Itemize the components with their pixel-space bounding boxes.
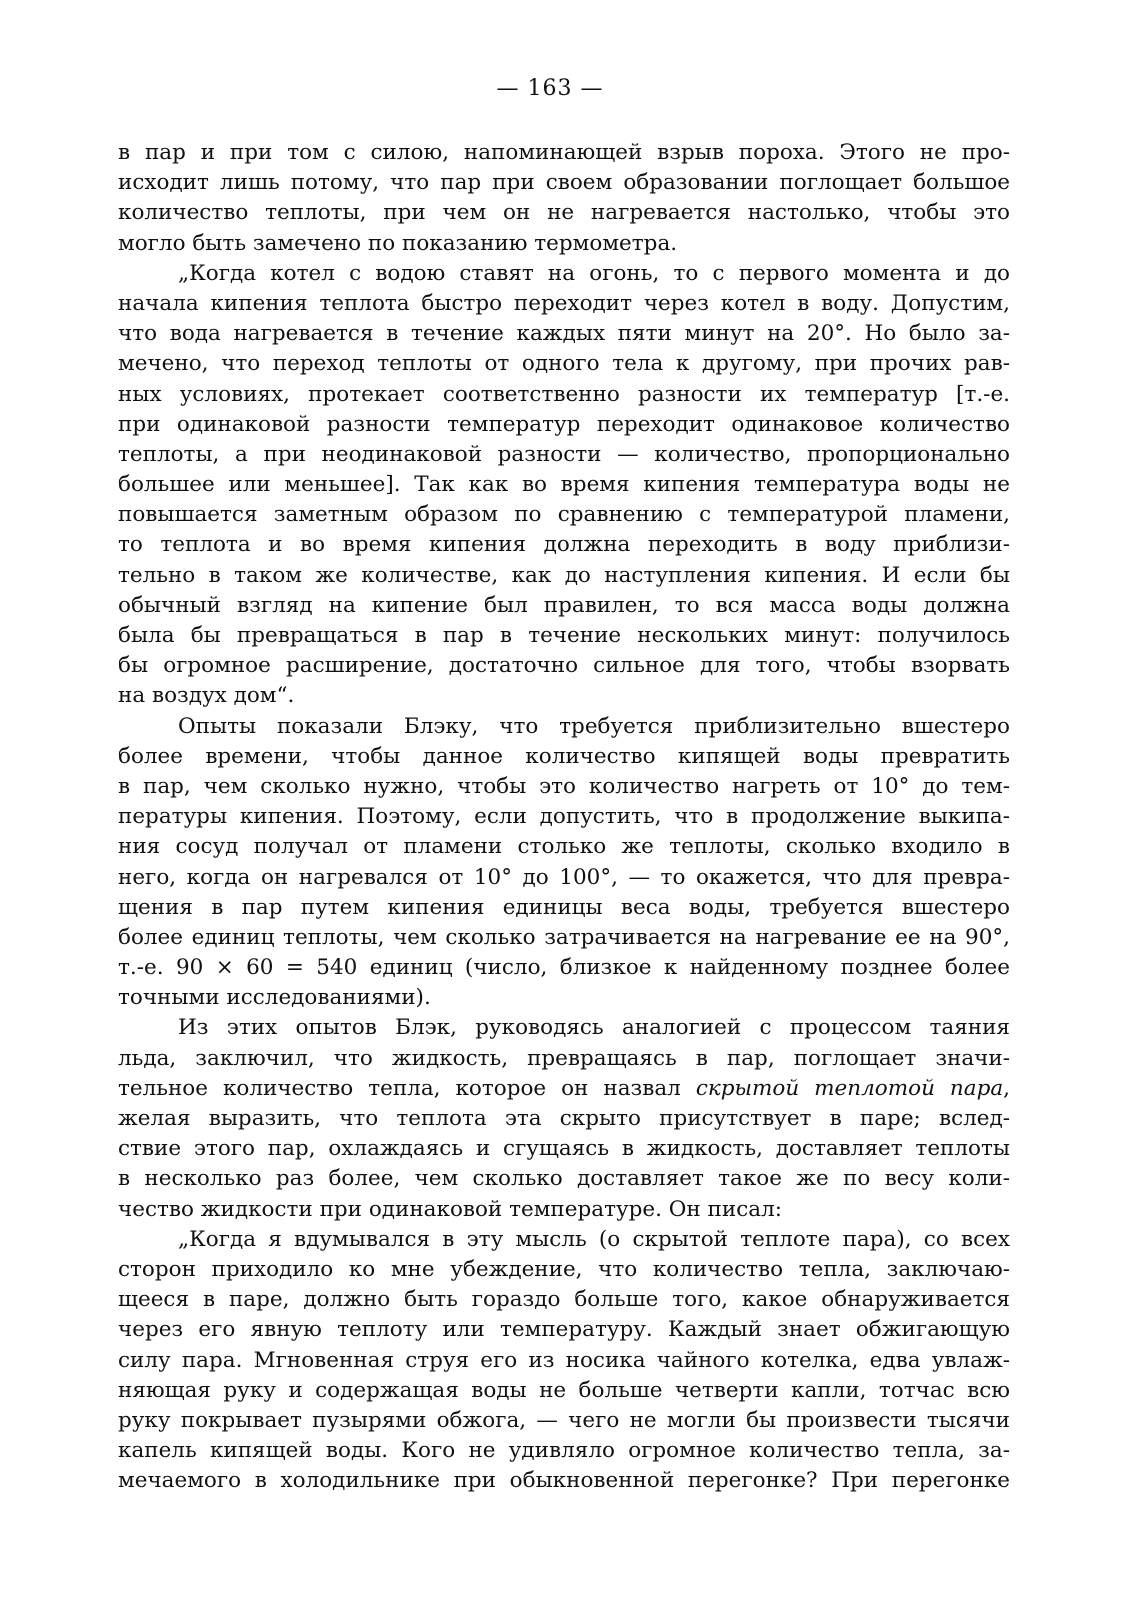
text-line xyxy=(118,168,1010,198)
line-text: большее или меньшее]. Так как во время кипения температура воды не xyxy=(118,472,1010,498)
text-line xyxy=(118,500,1010,530)
line-text: на воздух дом“. xyxy=(118,683,295,709)
text-line xyxy=(118,1013,1010,1043)
line-text: ния сосуд получал от пламени столько же теплоты, сколько входило в xyxy=(118,834,1010,860)
line-text: мечаемого в холодильнике при обыкновенной перегонке? При перегонке xyxy=(118,1468,1010,1494)
line-text: повышается заметным образом по сравнению с температурой пламени, xyxy=(118,502,1010,528)
line-text: льда, заключил, что жидкость, превращаясь в пар, поглощает значи- xyxy=(118,1045,1010,1071)
text-line xyxy=(118,198,1010,228)
text-line xyxy=(118,289,1010,319)
line-text: чество жидкости при одинаковой температуре. Он писал: xyxy=(118,1196,782,1222)
text-line xyxy=(118,772,1010,802)
text-line xyxy=(118,832,1010,862)
line-text: т.-е. 90 × 60 = 540 единиц (число, близкое к найденному позднее более xyxy=(118,955,1010,981)
line-text: щения в пар путем кипения единицы веса воды, требуется вшестеро xyxy=(118,894,1010,920)
text-line xyxy=(118,410,1010,440)
text-line xyxy=(118,1044,1010,1074)
text-line xyxy=(118,380,1010,410)
text-line xyxy=(118,1074,1010,1104)
line-text: через его явную теплоту или температуру. Каждый знает обжигающую xyxy=(118,1317,1010,1343)
line-text: более времени, чтобы данное количество кипящей воды превратить xyxy=(118,743,1010,769)
line-text: желая выразить, что теплота эта скрыто присутствует в паре; вслед- xyxy=(118,1106,1010,1131)
text-line xyxy=(118,893,1010,923)
line-text: него, когда он нагревался от 10° до 100°, — то окажется, что для превра- xyxy=(118,864,1010,890)
line-text: пературы кипения. Поэтому, если допустить, что в продолжение выкипа- xyxy=(118,804,1010,830)
line-text: обычный взгляд на кипение был правилен, то вся масса воды должна xyxy=(118,592,1010,618)
text-line xyxy=(118,802,1010,832)
text-line xyxy=(118,742,1010,772)
line-text: ных условиях, протекает соответственно разности их температур [т.-е. xyxy=(118,381,1010,407)
line-text: сторон приходило ко мне убеждение, что количество тепла, заключаю- xyxy=(118,1256,1010,1282)
text-line xyxy=(118,1134,1010,1164)
line-text: Из этих опытов Блэк, руководясь аналогией с процессом таяния xyxy=(178,1015,1010,1041)
page-number: — 163 — xyxy=(496,76,604,101)
text-line xyxy=(118,712,1010,742)
line-text: количество теплоты, при чем он не нагревается настолько, чтобы это xyxy=(118,200,1010,226)
text-line xyxy=(118,651,1010,681)
text-line xyxy=(118,1104,1010,1134)
line-text: Опыты показали Блэку, что требуется приблизительно вшестеро xyxy=(178,713,1010,739)
line-text: что вода нагревается в течение каждых пяти минут на 20°. Но было за- xyxy=(118,321,1010,347)
text-line xyxy=(118,1436,1010,1466)
line-text: в пар и при том с силою, напоминающей взрыв пороха. Этого не про- xyxy=(118,140,1010,165)
text-line xyxy=(118,440,1010,470)
line-text: бы огромное расширение, достаточно сильное для того, чтобы взорвать xyxy=(118,653,1010,679)
text-line xyxy=(118,681,1010,711)
line-text: щееся в паре, должно быть гораздо больше того, какое обнаруживается xyxy=(118,1287,1010,1313)
text-line xyxy=(118,349,1010,379)
text-line xyxy=(118,863,1010,893)
italic-term: скрытой теплотой пара xyxy=(695,1075,1004,1101)
text-line xyxy=(118,1315,1010,1345)
line-text: мечено, что переход теплоты от одного тела к другому, при прочих рав- xyxy=(118,351,1010,377)
body-text xyxy=(118,138,1010,1496)
line-text: тельно в таком же количестве, как до наступления кипения. И если бы xyxy=(118,562,1010,588)
text-line xyxy=(118,1285,1010,1315)
text-line xyxy=(118,229,1010,259)
line-text: силу пара. Мгновенная струя его из носика чайного котелка, едва увлаж- xyxy=(118,1347,1010,1373)
text-line xyxy=(118,1466,1010,1496)
text-line xyxy=(118,1376,1010,1406)
text-line xyxy=(118,530,1010,560)
text-line xyxy=(118,983,1010,1013)
line-text: няющая руку и содержащая воды не больше четверти капли, тотчас всю xyxy=(118,1377,1010,1403)
line-text: начала кипения теплота быстро переходит через котел в воду. Допустим, xyxy=(118,290,1010,316)
text-line xyxy=(118,561,1010,591)
text-line xyxy=(118,1225,1010,1255)
line-text: ствие этого пар, охлаждаясь и сгущаясь в жидкость, доставляет теплоты xyxy=(118,1136,1010,1162)
text-line xyxy=(118,319,1010,349)
text-line xyxy=(118,621,1010,651)
line-text: была бы превращаться в пар в течение нескольких минут: получилось xyxy=(118,623,1010,648)
text-line xyxy=(118,470,1010,500)
line-text: тельное количество тепла, которое он назвал xyxy=(118,1075,696,1101)
text-line xyxy=(118,1255,1010,1285)
text-line xyxy=(118,923,1010,953)
line-text: капель кипящей воды. Кого не удивляло огромное количество тепла, за- xyxy=(118,1438,1010,1464)
line-text: теплоты, а при неодинаковой разности — количество, пропорционально xyxy=(118,441,1010,467)
line-text: исходит лишь потому, что пар при своем образовании поглощает большое xyxy=(118,170,1010,196)
line-text: в несколько раз более, чем сколько доставляет такое же по весу коли- xyxy=(118,1166,1010,1192)
text-line xyxy=(118,1406,1010,1436)
text-line xyxy=(118,138,1010,168)
line-text: более единиц теплоты, чем сколько затрачивается на нагревание ее на 90°, xyxy=(118,924,1010,950)
line-text: „Когда котел с водою ставят на огонь, то с первого момента и до xyxy=(178,260,1010,286)
line-text: „Когда я вдумывался в эту мысль (о скрытой теплоте пара), со всех xyxy=(178,1226,1010,1252)
line-punctuation: , xyxy=(1003,1075,1010,1101)
line-text: в пар, чем сколько нужно, чтобы это количество нагреть от 10° до тем- xyxy=(118,773,1010,799)
text-line xyxy=(118,1164,1010,1194)
text-line xyxy=(118,591,1010,621)
line-text: при одинаковой разности температур переходит одинаковое количество xyxy=(118,411,1010,437)
text-line xyxy=(118,1195,1010,1225)
line-text: точными исследованиями). xyxy=(118,985,431,1011)
text-line xyxy=(118,1346,1010,1376)
text-line xyxy=(118,953,1010,983)
text-line xyxy=(118,259,1010,289)
line-text: руку покрывает пузырями обжога, — чего не могли бы произвести тысячи xyxy=(118,1407,1010,1433)
line-text: то теплота и во время кипения должна переходить в воду приблизи- xyxy=(118,532,1010,558)
line-text: могло быть замечено по показанию термометра. xyxy=(118,230,678,256)
